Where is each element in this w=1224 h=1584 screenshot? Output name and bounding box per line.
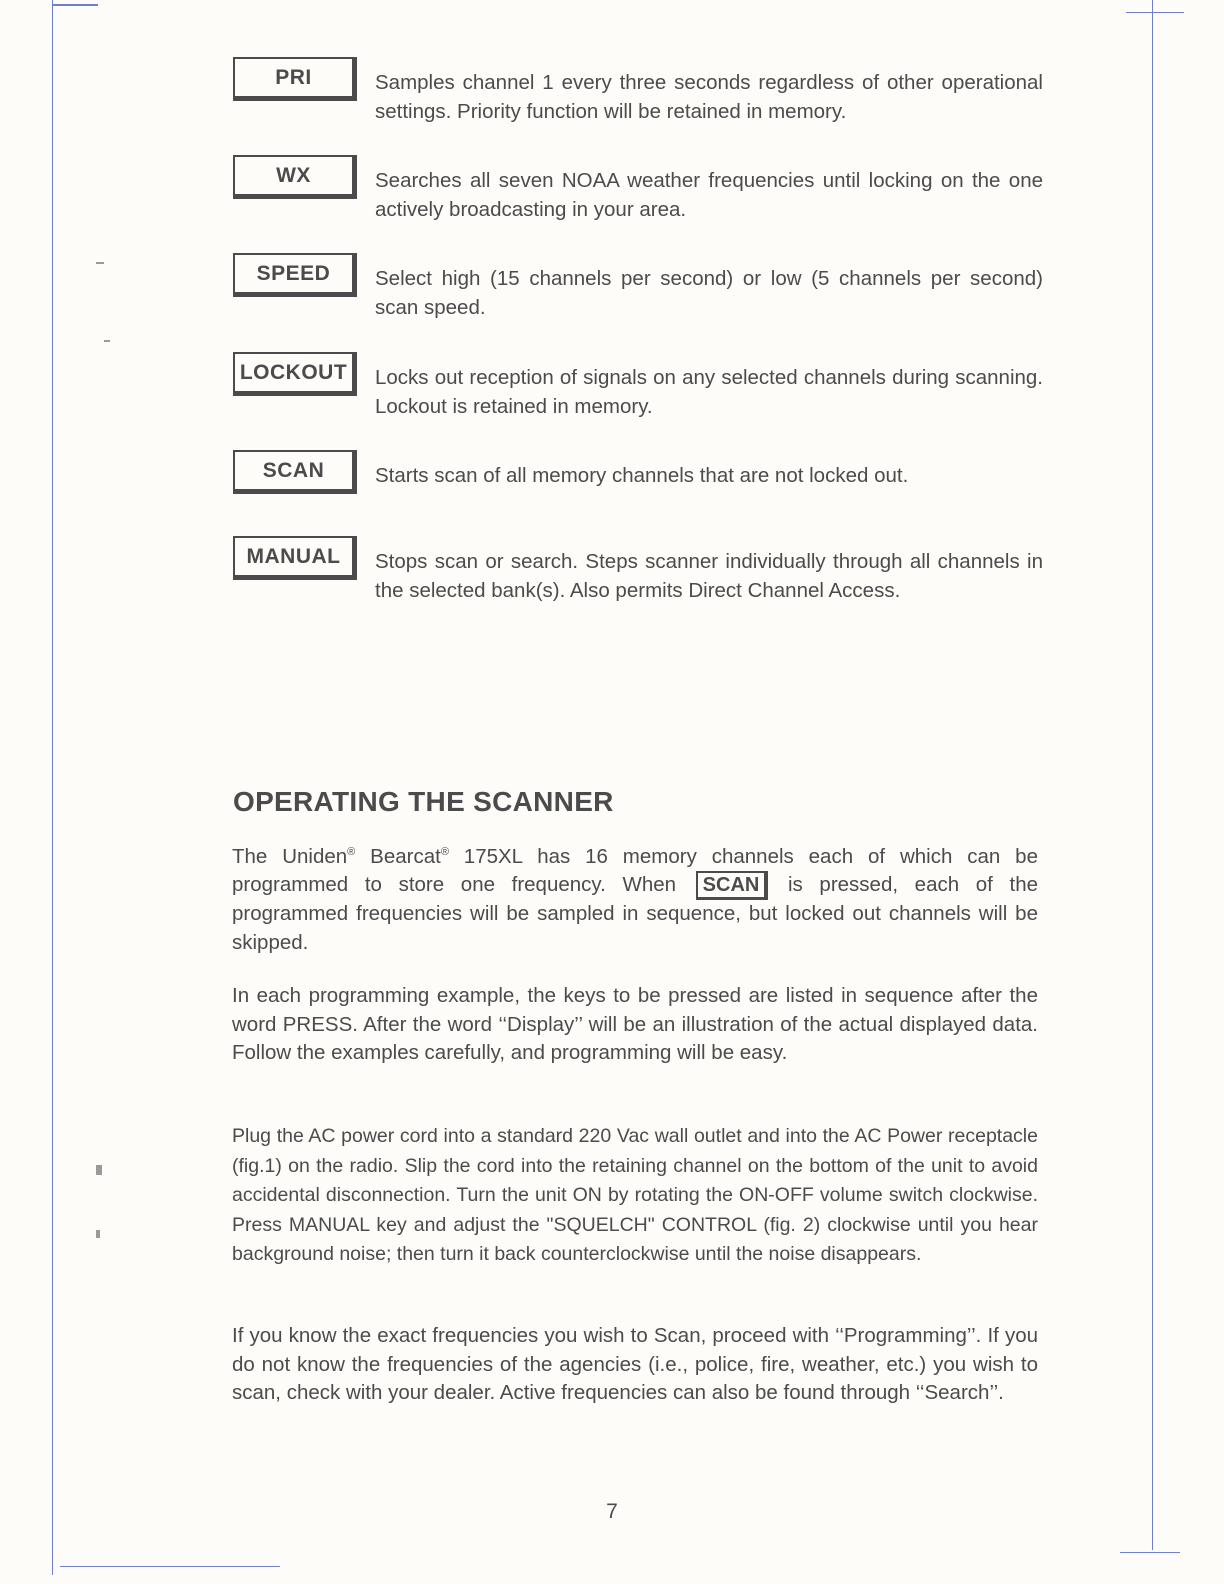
key-row-manual [233,536,1053,602]
paragraph-intro-text: 175XL has 16 memory channels each of which can be programmed to store one frequency. When [232,844,1038,897]
pri-key: PRI [233,57,357,101]
paragraph-intro [232,838,1038,957]
speed-key-description: Select high (15 channels per second) or low (5 channels per second) scan speed. [375,267,1043,319]
page-number: 7 [606,1500,618,1523]
pri-key-description: Samples channel 1 every three seconds regardless of other operational settings. Priority function will be retained in memory. [375,71,1043,123]
scan-speck [96,1165,102,1175]
manual-key: MANUAL [233,536,357,580]
section-title: OPERATING THE SCANNER [233,786,614,817]
speed-key: SPEED [233,253,357,297]
registered-mark: ® [347,846,356,858]
paragraph-frequencies: If you know the exact frequencies you wish to Scan, proceed with ‘‘Programming’’. If you do not know the frequencies of the agencies (i.e., police, fire, weather, etc.) you wish to scan, check with your dealer. Active frequencies can also be found through ‘‘Search’’. [232,1324,1038,1404]
bottom-right-margin-mark [1120,1552,1180,1553]
inline-scan-key: SCAN [696,871,769,900]
scan-speck [96,1230,100,1238]
key-row-lockout [233,352,1053,418]
manual-key-description: Stops scan or search. Steps scanner individually through all channels in the selected bank(s). Also permits Direct Channel Access. [375,550,1043,602]
wx-key-description: Searches all seven NOAA weather frequencies until locking on the one actively broadcasting in your area. [375,169,1043,221]
top-left-margin-mark [52,4,98,6]
paragraph-intro-text: Bearcat [355,844,441,868]
paragraph-programming-example: In each programming example, the keys to be pressed are listed in sequence after the word PRESS. After the word ‘‘Display’’ will be an illustration of the actual displayed data. Follow the examples carefully, and programming will be easy. [232,984,1038,1064]
right-margin-line [1152,0,1153,1550]
key-row-wx [233,155,1053,221]
bottom-left-margin-mark [60,1566,280,1567]
lockout-key-description: Locks out reception of signals on any selected channels during scanning. Lockout is retained in memory. [375,366,1043,418]
scan-speck [104,340,110,342]
scan-key: SCAN [233,450,357,494]
key-row-speed [233,253,1053,319]
left-margin-line [52,0,53,1575]
scan-key-description: Starts scan of all memory channels that are not locked out. [375,464,909,487]
paragraph-intro-text: The Uniden [232,844,348,868]
top-right-margin-mark [1126,12,1184,13]
wx-key: WX [233,155,357,199]
key-row-pri [233,57,1053,123]
scan-speck [96,262,104,264]
lockout-key: LOCKOUT [233,352,357,396]
registered-mark: ® [440,846,449,858]
paragraph-intro-text: is pressed, each of the programmed frequencies will be sampled in sequence, but locked out channels will be skipped. [232,873,1039,954]
paragraph-power-setup: Plug the AC power cord into a standard 220 Vac wall outlet and into the AC Power receptacle (fig.1) on the radio. Slip the cord into the retaining channel on the bottom of the unit to avoid accidental disconnection. Turn the unit ON by rotating the ON-OFF volume switch clockwise. Press MANUAL key and adjust the "SQUELCH" CONTROL (fig. 2) clockwise until you hear background noise; then turn it back counterclockwise until the noise disappears. [232,1125,1038,1265]
key-row-scan [233,450,1053,506]
